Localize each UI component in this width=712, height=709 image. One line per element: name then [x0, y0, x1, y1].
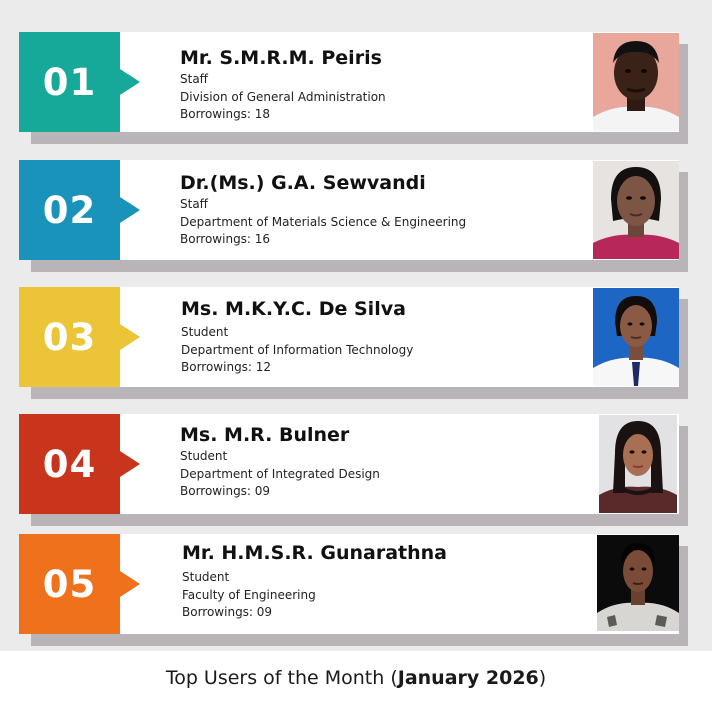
- user-department: Department of Information Technology: [181, 342, 414, 357]
- user-name: Mr. H.M.S.R. Gunarathna: [182, 542, 447, 564]
- user-borrowings: Borrowings: 09: [182, 605, 273, 619]
- user-role: Student: [182, 570, 230, 584]
- rank-arrow: [120, 197, 140, 223]
- user-department: Department of Materials Science & Engineering: [180, 214, 467, 229]
- user-department: Department of Integrated Design: [180, 466, 380, 481]
- rank-badge: 05: [19, 534, 120, 634]
- user-department: Division of General Administration: [180, 89, 386, 104]
- user-photo: [593, 288, 679, 386]
- rank-badge: 04: [19, 414, 120, 514]
- user-borrowings: Borrowings: 16: [180, 232, 271, 246]
- rank-arrow: [120, 69, 140, 95]
- user-role: Staff: [180, 197, 208, 211]
- caption-suffix: ): [538, 667, 547, 689]
- user-name: Ms. M.R. Bulner: [180, 424, 350, 446]
- user-borrowings: Borrowings: 09: [180, 484, 271, 498]
- rank-badge: 03: [19, 287, 120, 387]
- user-card-4: [19, 414, 682, 514]
- rank-arrow: [120, 324, 140, 350]
- user-department: Faculty of Engineering: [182, 587, 316, 602]
- user-borrowings: Borrowings: 18: [180, 107, 271, 121]
- user-role: Student: [180, 449, 228, 463]
- user-role: Staff: [180, 72, 208, 86]
- user-card-5: [19, 534, 682, 634]
- user-info: [180, 422, 380, 501]
- page-caption: [0, 667, 712, 689]
- caption-prefix: Top Users of the Month (: [165, 667, 398, 689]
- user-photo: [599, 415, 677, 513]
- user-info: [181, 294, 413, 377]
- user-role: Student: [181, 325, 229, 339]
- user-info: [182, 540, 447, 622]
- rank-badge: 02: [19, 160, 120, 260]
- user-photo: [593, 33, 679, 131]
- user-info: [180, 170, 466, 249]
- user-borrowings: Borrowings: 12: [181, 360, 272, 374]
- user-name: Mr. S.M.R.M. Peiris: [180, 47, 382, 69]
- user-info: [180, 45, 386, 124]
- user-photo: [597, 535, 679, 631]
- user-card-1: [19, 32, 682, 132]
- user-name: Dr.(Ms.) G.A. Sewvandi: [180, 172, 426, 194]
- user-photo: [593, 161, 679, 259]
- rank-arrow: [120, 451, 140, 477]
- caption-month: January 2026: [397, 667, 539, 689]
- user-name: Ms. M.K.Y.C. De Silva: [181, 298, 406, 320]
- rank-badge: 01: [19, 32, 120, 132]
- rank-arrow: [120, 571, 140, 597]
- user-card-3: [19, 287, 682, 387]
- user-card-2: [19, 160, 682, 260]
